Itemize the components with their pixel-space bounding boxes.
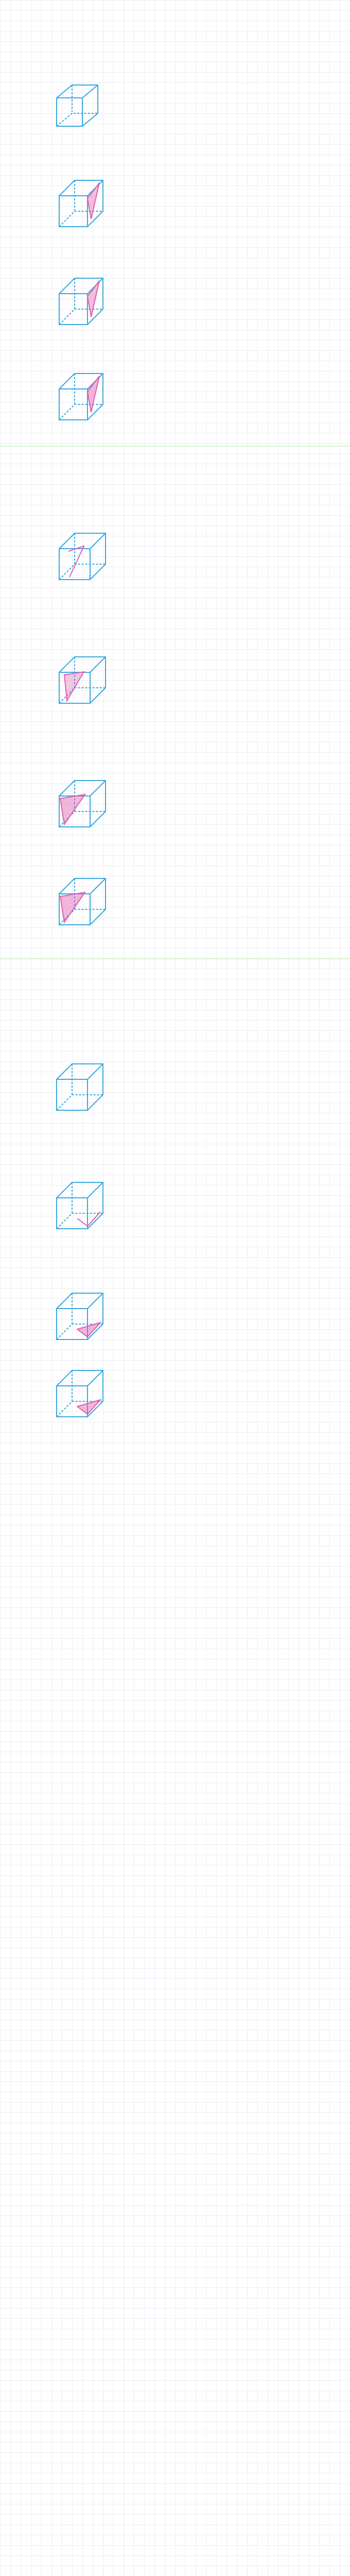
section-divider xyxy=(0,446,350,447)
cube-figure-11 xyxy=(51,1291,108,1360)
section-divider xyxy=(0,958,350,959)
cube-figure-3 xyxy=(54,276,106,345)
cube-figure-8 xyxy=(54,876,111,945)
cube-figure-12 xyxy=(51,1368,108,1437)
cube-figure-7 xyxy=(54,778,111,848)
cube-figure-10 xyxy=(51,1180,108,1249)
cube-figure-9 xyxy=(51,1061,108,1131)
cube-figure-5 xyxy=(54,531,111,600)
cube-figure-2 xyxy=(54,178,106,247)
cube-figure-1 xyxy=(51,82,103,149)
cube-figure-4 xyxy=(54,371,106,440)
cube-figure-6 xyxy=(54,654,111,724)
